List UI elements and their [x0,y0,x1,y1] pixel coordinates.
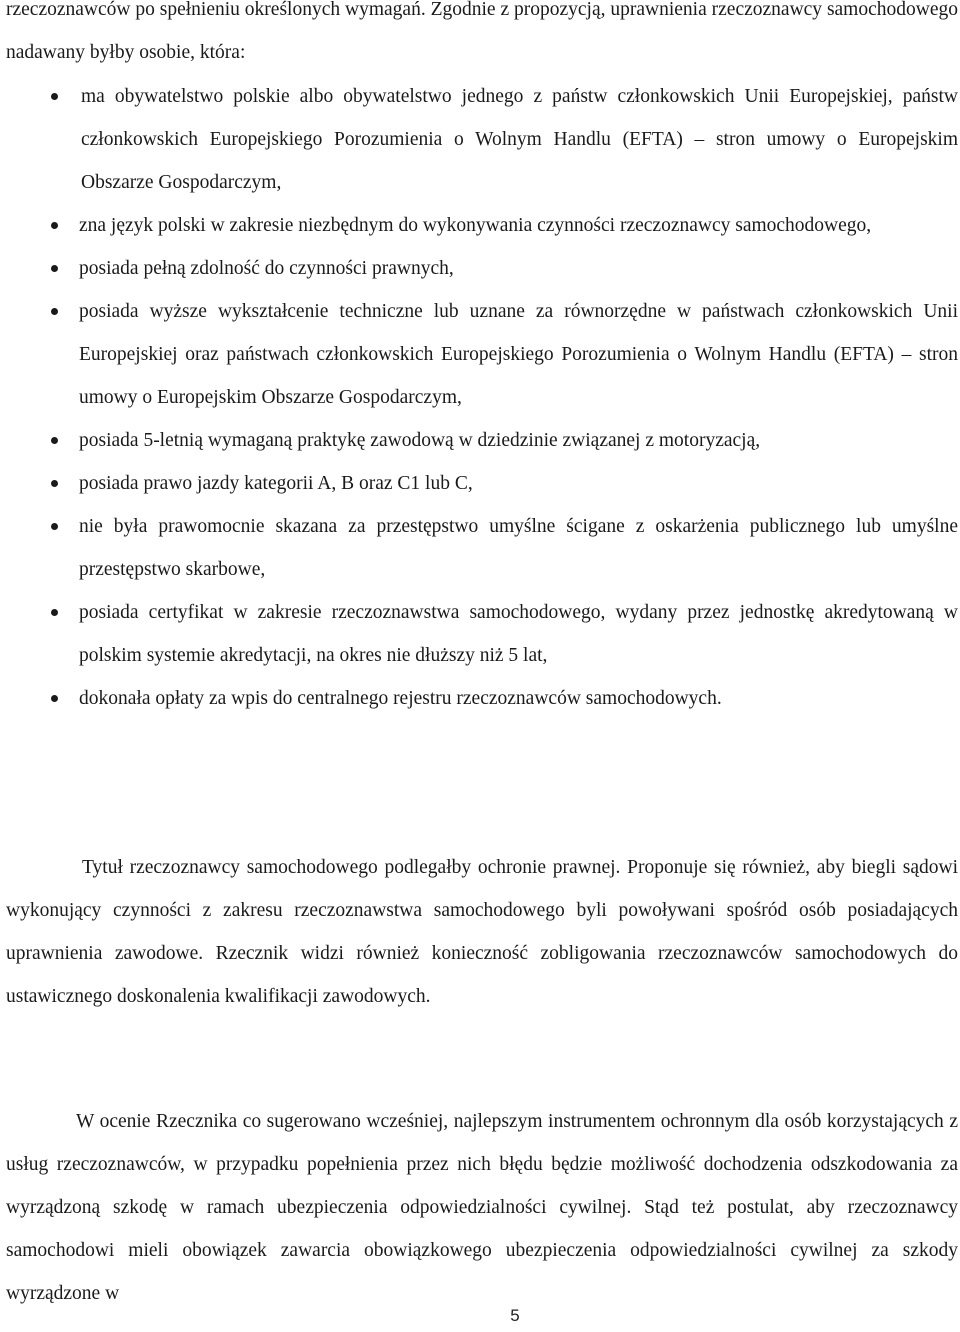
page-number: 5 [510,1306,520,1325]
list-item: zna język polski w zakresie niezbędnym do wykonywania czynności rzeczoznawcy samochodowego, [0,204,958,247]
requirements-list [0,75,958,720]
list-item-text: ma obywatelstwo polskie albo obywatelstwo jednego z państw członkowskich Unii Europejskiej, państw członkowskich Europejskiego Porozumienia o Wolnym Handlu (EFTA) – stron umowy o Europejskim Obszarze Gospodarczym, [81,86,958,193]
title-protection-paragraph: Tytuł rzeczoznawcy samochodowego podlegałby ochronie prawnej. Proponuje się również, aby biegli sądowi wykonujący czynności z zakresu rzeczoznawstwa samochodowego byli powoływani spośród osób posiadających uprawnienia zawodowe. Rzecznik widzi również konieczność zobligowania rzeczoznawców samochodowych do ustawicznego doskonalenia kwalifikacji zawodowych. [6,857,958,1007]
list-item: posiada prawo jazdy kategorii A, B oraz C1 lub C, [0,462,958,505]
list-item [0,75,958,204]
list-item: posiada 5-letnią wymaganą praktykę zawodową w dziedzinie związanej z motoryzacją, [0,419,958,462]
list-item: nie była prawomocnie skazana za przestępstwo umyślne ścigane z oskarżenia publicznego lub umyślne przestępstwo skarbowe, [0,505,958,591]
list-item: dokonała opłaty za wpis do centralnego rejestru rzeczoznawców samochodowych. [0,677,958,720]
intro-paragraph: rzeczoznawców po spełnieniu określonych wymagań. Zgodnie z propozycją, uprawnienia rzeczoznawcy samochodowego nadawany byłby osobie, która: [6,0,958,63]
list-item: posiada certyfikat w zakresie rzeczoznawstwa samochodowego, wydany przez jednostkę akredytowaną w polskim systemie akredytacji, na okres nie dłuższy niż 5 lat, [0,591,958,677]
list-item: posiada wyższe wykształcenie techniczne lub uznane za równorzędne w państwach członkowskich Unii Europejskiej oraz państwach członkowskich Europejskiego Porozumienia o Wolnym Handlu (EFTA) – stron umowy o Europejskim Obszarze Gospodarczym, [0,290,958,419]
list-item: posiada pełną zdolność do czynności prawnych, [0,247,958,290]
insurance-paragraph: W ocenie Rzecznika co sugerowano wcześniej, najlepszym instrumentem ochronnym dla osób korzystających z usług rzeczoznawców, w przypadku popełnienia przez nich błędu będzie możliwość dochodzenia odszkodowania za wyrządzoną szkodę w ramach ubezpieczenia odpowiedzialności cywilnej. Stąd też postulat, aby rzeczoznawcy samochodowi mieli obowiązek zawarcia obowiązkowego ubezpieczenia odpowiedzialności cywilnej za szkody wyrządzone w [6,1111,958,1304]
